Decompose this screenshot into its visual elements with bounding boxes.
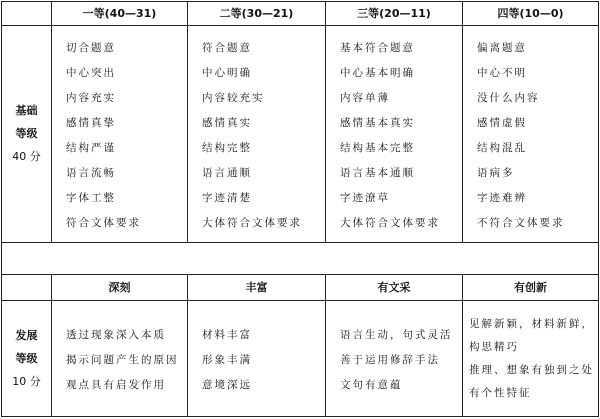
basic-level-title2: 等级 <box>15 127 38 141</box>
basic-grade-2-cell <box>188 25 326 242</box>
criterion-item: 材料丰富 <box>202 328 252 341</box>
grade-header-row <box>2 2 599 26</box>
criterion-item: 有个性特征 <box>469 386 532 399</box>
develop-level-label <box>2 300 52 416</box>
basic-grade-4-cell <box>463 25 599 242</box>
develop-level-title: 发展 <box>15 328 38 342</box>
grade-header-4: 四等(10—0) <box>463 2 599 26</box>
develop-corner-cell <box>2 274 52 300</box>
criterion-item: 中心明确 <box>202 66 252 79</box>
basic-level-title: 基础 <box>15 104 38 118</box>
criterion-item: 善于运用修辞手法 <box>340 353 440 366</box>
grade-header-2: 二等(30—21) <box>188 2 326 26</box>
criterion-item: 符合文体要求 <box>66 216 141 229</box>
develop-header-row <box>2 274 599 300</box>
develop-header-1: 深刻 <box>52 274 188 300</box>
criterion-item: 结构严谨 <box>66 141 116 154</box>
criterion-item: 感情真挚 <box>66 116 116 129</box>
criterion-item: 中心基本明确 <box>340 66 415 79</box>
basic-grade-3-cell <box>326 25 463 242</box>
grade-header-3: 三等(20—11) <box>326 2 463 26</box>
develop-col-1-cell <box>52 300 188 416</box>
criterion-item: 切合题意 <box>66 41 116 54</box>
basic-level-row <box>2 25 599 242</box>
criterion-item: 字体工整 <box>66 191 116 204</box>
develop-header-3: 有文采 <box>326 274 463 300</box>
develop-level-points: 10 分 <box>12 374 41 388</box>
basic-grade-1-cell <box>52 25 188 242</box>
criterion-item: 不符合文体要求 <box>477 216 565 229</box>
criterion-item: 基本符合题意 <box>340 41 415 54</box>
separator-row <box>2 242 599 274</box>
corner-cell <box>2 2 52 26</box>
criterion-item: 结构混乱 <box>477 141 527 154</box>
criterion-item: 结构完整 <box>202 141 252 154</box>
develop-col-2-cell <box>188 300 326 416</box>
criterion-item: 揭示问题产生的原因 <box>66 353 179 366</box>
criterion-item: 语言基本通顺 <box>340 166 415 179</box>
criterion-item: 内容充实 <box>66 91 116 104</box>
criterion-item: 构思精巧 <box>469 340 519 353</box>
criterion-item: 符合题意 <box>202 41 252 54</box>
criterion-item: 见解新颖，材料新鲜， <box>469 317 594 330</box>
criterion-item: 感情虚假 <box>477 116 527 129</box>
criterion-item: 没什么内容 <box>477 91 540 104</box>
criterion-item: 偏离题意 <box>477 41 527 54</box>
criterion-item: 形象丰满 <box>202 353 252 366</box>
develop-header-2: 丰富 <box>188 274 326 300</box>
criterion-item: 中心突出 <box>66 66 116 79</box>
criterion-item: 字迹潦草 <box>340 191 390 204</box>
criterion-item: 文句有意蕴 <box>340 378 403 391</box>
criterion-item: 大体符合文体要求 <box>340 216 440 229</box>
criterion-item: 大体符合文体要求 <box>202 216 302 229</box>
separator-cell <box>2 242 599 274</box>
criterion-item: 意境深远 <box>202 378 252 391</box>
criterion-item: 透过现象深入本质 <box>66 328 166 341</box>
criterion-item: 内容较充实 <box>202 91 265 104</box>
criterion-item: 语言生动，句式灵活 <box>340 328 453 341</box>
criterion-item: 中心不明 <box>477 66 527 79</box>
criterion-item: 语言流畅 <box>66 166 116 179</box>
criterion-item: 内容单薄 <box>340 91 390 104</box>
criterion-item: 感情真实 <box>202 116 252 129</box>
develop-col-4-cell <box>463 300 599 416</box>
criterion-item: 感情基本真实 <box>340 116 415 129</box>
develop-level-row <box>2 300 599 416</box>
develop-level-title2: 等级 <box>15 351 38 365</box>
basic-level-label <box>2 25 52 242</box>
criterion-item: 语言通顺 <box>202 166 252 179</box>
basic-level-points: 40 分 <box>12 150 41 164</box>
criterion-item: 观点具有启发作用 <box>66 378 166 391</box>
criterion-item: 结构基本完整 <box>340 141 415 154</box>
criterion-item: 字迹清楚 <box>202 191 252 204</box>
criterion-item: 字迹难辨 <box>477 191 527 204</box>
develop-col-3-cell <box>326 300 463 416</box>
criterion-item: 推理、想象有独到之处 <box>469 363 594 376</box>
scoring-rubric-table <box>1 1 599 417</box>
criterion-item: 语病多 <box>477 166 515 179</box>
grade-header-1: 一等(40—31) <box>52 2 188 26</box>
develop-header-4: 有创新 <box>463 274 599 300</box>
